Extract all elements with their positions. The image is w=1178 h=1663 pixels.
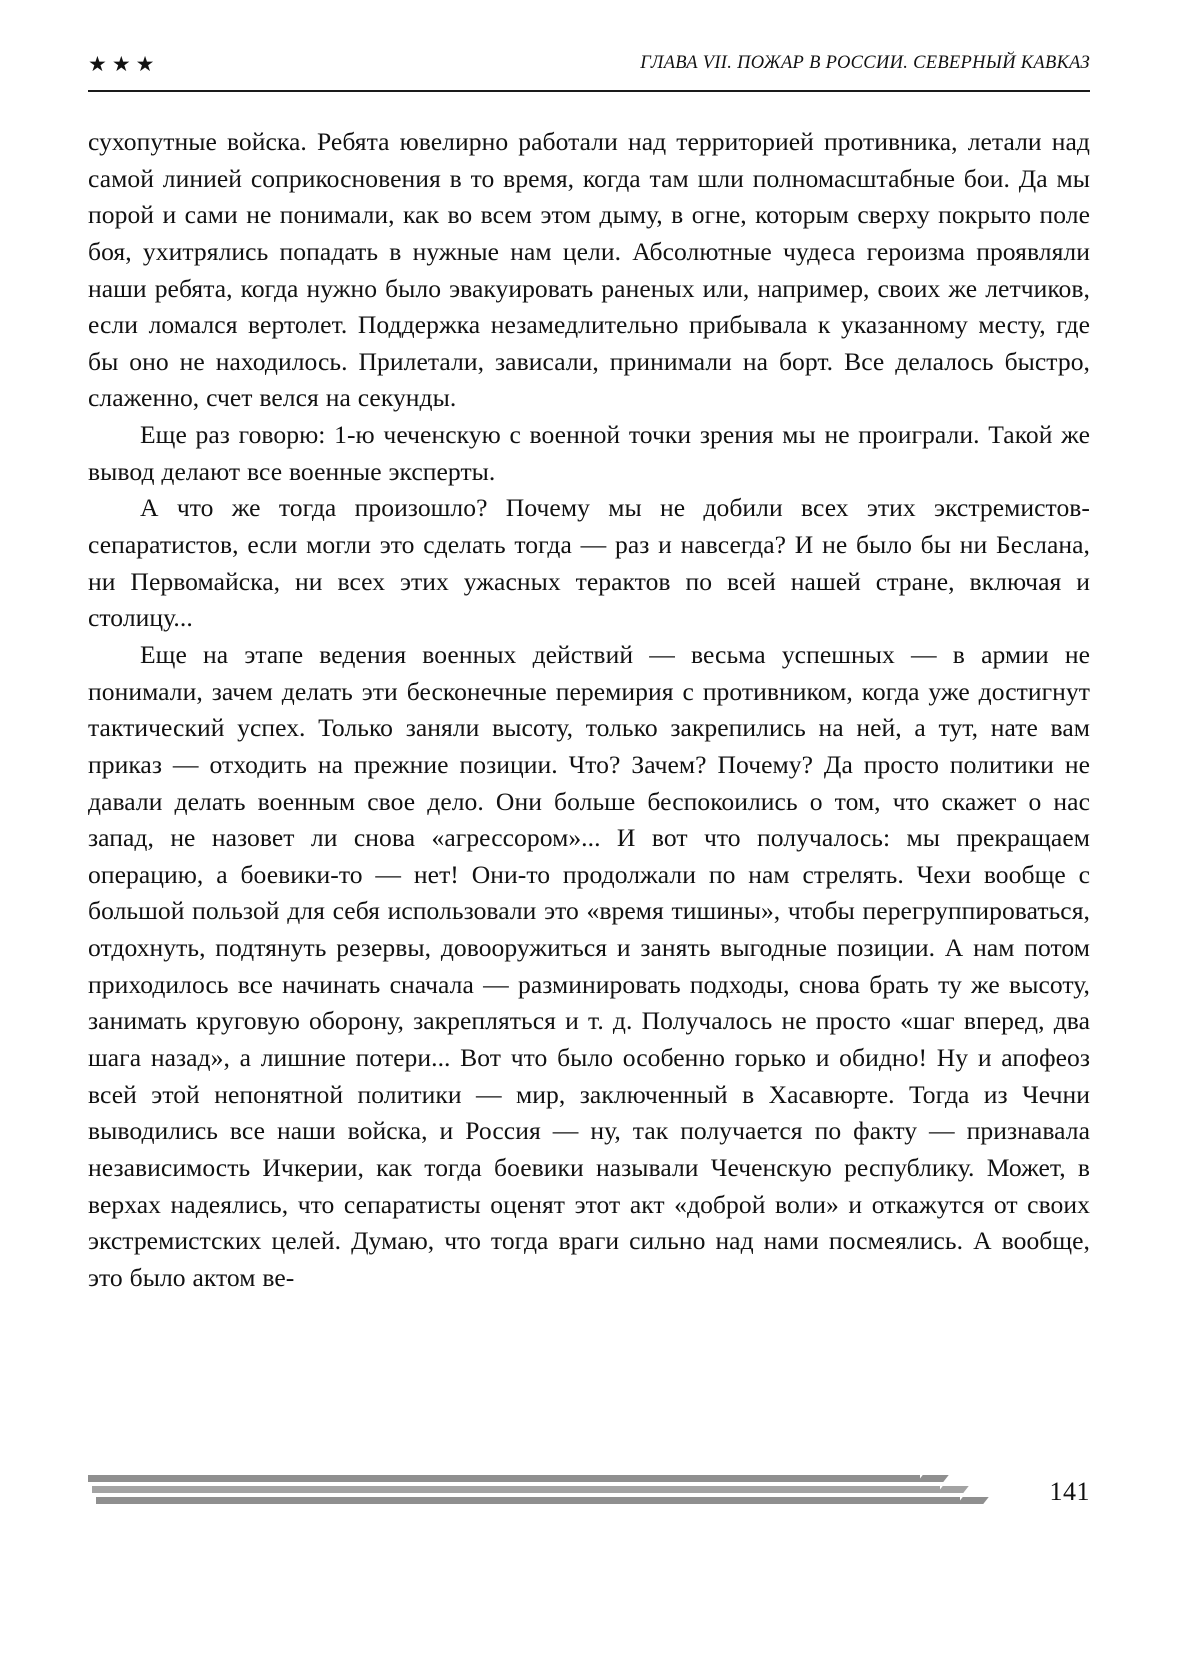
footer-bar-tip-2 (937, 1486, 968, 1493)
footer-bar-3 (96, 1497, 960, 1504)
footer-bar-2 (92, 1486, 940, 1493)
page-footer (88, 1475, 1090, 1535)
footer-bar-tip-1 (917, 1475, 948, 1482)
footer-bar-1 (88, 1475, 920, 1482)
paragraph-4: Еще на этапе ведения военных действий — весьма успешных — в армии не понимали, зачем делать эти бесконечные перемирия с противником, когда уже достигнут тактический успех. Только заняли высоту, только закрепились на ней, а тут, нате вам приказ — отходить на прежние позиции. Что? Зачем? Почему? Да просто политики не давали делать военным свое дело. Они больше беспокоились о том, что скажет о нас запад, не назовет ли снова «агрессором»... И вот что получалось: мы прекращаем операцию, а боевики-то — нет! Они-то продолжали по нам стрелять. Чехи вообще с большой пользой для себя использовали это «время тишины», чтобы перегруппироваться, отдохнуть, подтянуть резервы, довооружиться и занять выгодные позиции. А нам потом приходилось все начинать сначала — разминировать подходы, снова брать ту же высоту, занимать круговую оборону, закрепляться и т. д. Получалось не просто «шаг вперед, два шага назад», а лишние потери... Вот что было особенно горько и обидно! Ну и апофеоз всей этой непонятной политики — мир, заключенный в Хасавюрте. Тогда из Чечни выводились все наши войска, и Россия — ну, так получается по факту — признавала независимость Ичкерии, как тогда боевики называли Чеченскую республику. Может, в верхах надеялись, что сепаратисты оценят этот акт «доброй воли» и откажутся от своих экстремистских целей. Думаю, что тогда враги сильно над нами посмеялись. А вообще, это было актом ве- (88, 639, 1090, 1292)
footer-bar-tip-3 (957, 1497, 988, 1504)
paragraph-1: сухопутные войска. Ребята ювелирно работали над территорией противника, летали над самой линией соприкосновения в то время, когда там шли полномасштабные бои. Да мы порой и сами не понимали, как во всем этом дыму, в огне, которым сверху покрыто поле боя, ухитрялись попадать в нужные нам цели. Абсолютные чудеса героизма проявляли наши ребята, когда нужно было эвакуировать раненых или, например, своих же летчиков, если ломался вертолет. Поддержка незамедлительно прибывала к указанному месту, где бы оно не находилось. Прилетали, зависали, принимали на борт. Все делалось быстро, слаженно, счет велся на секунды. (88, 127, 1090, 413)
page-header-row (88, 50, 1090, 83)
page-header (88, 50, 1090, 94)
header-divider (88, 90, 1090, 92)
paragraph-3: А что же тогда произошло? Почему мы не добили всех этих экстремистов-сепаратистов, если могли это сделать тогда — раз и навсегда? И не было бы ни Беслана, ни Первомайска, ни всех этих ужасных терактов по всей нашей стране, включая и столицу... (88, 493, 1090, 633)
paragraph-2: Еще раз говорю: 1-ю чеченскую с военной точки зрения мы не проиграли. Такой же вывод делают все военные эксперты. (88, 420, 1090, 486)
page-body (88, 124, 1090, 1297)
footer-ornament-icon (88, 1475, 1090, 1509)
ornament-stars-icon: ★★★ (88, 52, 160, 76)
running-title: ГЛАВА VII. ПОЖАР В РОССИИ. СЕВЕРНЫЙ КАВКАЗ (640, 53, 1090, 73)
page-number: 141 (1049, 1477, 1090, 1506)
